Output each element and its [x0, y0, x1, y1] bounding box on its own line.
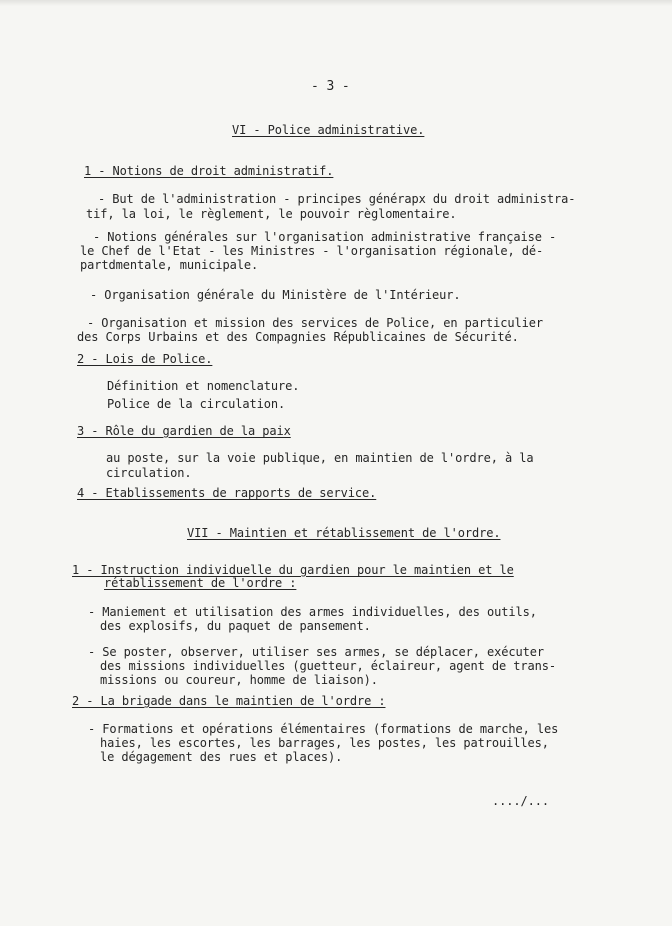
body-line: circulation. — [106, 466, 192, 480]
heading-instruction-individuelle: 1 - Instruction individuelle du gardien pour le maintien et le — [72, 563, 514, 577]
paragraph-line: le dégagement des rues et places). — [100, 750, 343, 764]
body-line: Police de la circulation. — [107, 397, 286, 411]
paragraph-line: - Maniement et utilisation des armes individuelles, des outils, — [88, 605, 537, 619]
paragraph-line: des Corps Urbains et des Compagnies Républicaines de Sécurité. — [77, 330, 519, 344]
paragraph-line: des missions individuelles (guetteur, éclaireur, agent de trans- — [100, 659, 556, 673]
paragraph-line: - But de l'administration - principes générapx du droit administra- — [98, 192, 576, 206]
section-title-maintien-ordre: VII - Maintien et rétablissement de l'ordre. — [187, 526, 501, 540]
paragraph-line: - Organisation et mission des services de Police, en particulier — [87, 316, 543, 330]
paragraph-line: partdmentale, municipale. — [80, 258, 259, 272]
paragraph-line: - Organisation générale du Ministère de l'Intérieur. — [90, 288, 461, 302]
section-title-police-administrative: VI - Police administrative. — [232, 123, 425, 137]
paragraph-line: haies, les escortes, les barrages, les postes, les patrouilles, — [100, 736, 549, 750]
paragraph-line: - Notions générales sur l'organisation administrative française - — [93, 230, 557, 244]
body-line: au poste, sur la voie publique, en maintien de l'ordre, à la — [106, 451, 534, 465]
heading-role-gardien: 3 - Rôle du gardien de la paix — [77, 424, 291, 438]
paragraph-line: le Chef de l'Etat - les Ministres - l'organisation régionale, dé- — [80, 244, 544, 258]
heading-lois-de-police: 2 - Lois de Police. — [77, 352, 213, 366]
paragraph-line: - Formations et opérations élémentaires (formations de marche, les — [88, 722, 559, 736]
page-number: - 3 - — [311, 79, 350, 94]
body-line: Définition et nomenclature. — [107, 379, 300, 393]
heading-etablissements-rapports: 4 - Etablissements de rapports de service. — [77, 486, 377, 500]
heading-instruction-individuelle-cont: rétablissement de l'ordre : — [104, 576, 297, 590]
heading-brigade-maintien-ordre: 2 - La brigade dans le maintien de l'ordre : — [72, 694, 386, 708]
paragraph-line: des explosifs, du paquet de pansement. — [100, 619, 371, 633]
continuation-mark: ..../... — [492, 794, 549, 808]
paragraph-line: missions ou coureur, homme de liaison). — [100, 673, 378, 687]
scan-edge — [0, 0, 672, 6]
heading-notions-droit-administratif: 1 - Notions de droit administratif. — [84, 164, 334, 178]
paragraph-line: tif, la loi, le règlement, le pouvoir règlomentaire. — [86, 207, 457, 221]
paragraph-line: - Se poster, observer, utiliser ses armes, se déplacer, exécuter — [88, 645, 544, 659]
